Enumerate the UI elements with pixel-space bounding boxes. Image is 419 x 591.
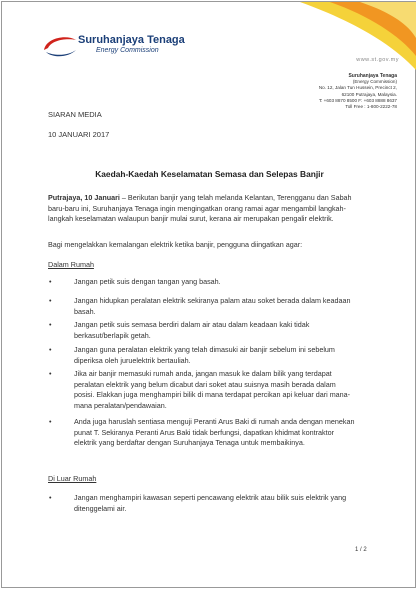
brand-name: Suruhanjaya Tenaga — [78, 34, 185, 46]
bullet-line: posisi. Elakkan juga menghampiri bilik di mana terdapat percikan api keluar dari mana- — [74, 390, 351, 400]
intro-line-text: – Berikutan banjir yang telah melanda Kelantan, Terengganu dan Sabah — [119, 193, 352, 202]
bullet-text — [74, 417, 374, 449]
intro-line-2: baru-baru ini, Suruhanjaya Tenaga ingin mengingatkan orang ramai agar mengambil langkah- — [48, 203, 346, 213]
bullet-text — [74, 369, 374, 411]
address-line: T: +603 8870 8500 F: +603 8888 8637 — [318, 97, 397, 103]
bullet-icon: • — [49, 369, 52, 378]
section-heading-outdoor: Di Luar Rumah — [48, 474, 97, 483]
address-block — [319, 73, 397, 110]
bullet-text — [74, 493, 374, 514]
bullet-line: berkasut/berlapik getah. — [74, 330, 151, 340]
bullet-line: elektrik yang berdaftar dengan Suruhanjaya Tenaga untuk membaikinya. — [74, 438, 305, 448]
website-url: www.st.gov.my — [356, 57, 399, 63]
document-title: Kaedah-Kaedah Keselamatan Semasa dan Selepas Banjir — [95, 169, 324, 179]
bullet-line: Jika air banjir memasuki rumah anda, jangan masuk ke dalam bilik yang terdapat — [74, 369, 332, 378]
bullet-line: diperiksa oleh juruelektrik bertauliah. — [74, 355, 191, 365]
bullet-line: ditenggelami air. — [74, 503, 127, 513]
bullet-icon: • — [49, 417, 52, 426]
address-line: No. 12, Jalan Tun Hussein, Precinct 2, — [318, 85, 397, 91]
bullet-line: Jangan guna peralatan elektrik yang telah dimasuki air banjir sebelum ini sebelum — [74, 345, 335, 354]
bullet-line: Jangan petik suis semasa berdiri dalam air atau dalam keadaan kaki tidak — [74, 320, 310, 329]
address-line: 62100 Putrajaya, Malaysia. — [341, 91, 397, 97]
document-date: 10 JANUARI 2017 — [48, 130, 110, 139]
document-label: SIARAN MEDIA — [48, 110, 102, 119]
bullet-text — [74, 345, 374, 366]
page-number: 1 / 2 — [355, 547, 367, 553]
intro-line-1 — [48, 193, 374, 204]
address-line: (Energy Commission) — [352, 79, 397, 85]
brand-subtitle: Energy Commission — [96, 47, 159, 54]
bullet-line: Anda juga haruslah sentiasa menguji Peranti Arus Baki di rumah anda dengan menekan — [74, 417, 355, 426]
energy-commission-logo — [40, 32, 200, 66]
bullet-icon: • — [49, 493, 52, 502]
bullet-icon: • — [49, 320, 52, 329]
bullet-icon: • — [49, 345, 52, 354]
bullet-text — [74, 320, 374, 341]
logo-swirl-icon — [40, 32, 80, 62]
bullet-icon: • — [49, 277, 52, 286]
section-heading-indoor: Dalam Rumah — [48, 260, 94, 269]
bullet-line: Jangan petik suis dengan tangan yang basah. — [74, 277, 221, 286]
lead-in-text: Bagi mengelakkan kemalangan elektrik ketika banjir, pengguna diingatkan agar: — [48, 240, 303, 249]
bullet-line: Jangan menghampiri kawasan seperti pencawang elektrik atau bilik suis elektrik yang — [74, 493, 347, 502]
bullet-text — [74, 277, 374, 288]
bullet-line: punat T. Sekiranya Peranti Arus Baki tidak berfungsi, dapatkan khidmat kontraktor — [74, 427, 334, 437]
intro-line-3: langkah keselamatan walaupun banjir mulai surut, kerana air merupakan pengalir elektrik. — [48, 214, 334, 224]
bullet-line: peralatan elektrik yang belum dicabut dari soket atau suisnya masih berada dalam — [74, 379, 336, 389]
bullet-line: mana peralatan/pendawaian. — [74, 400, 167, 410]
bullet-icon: • — [49, 296, 52, 305]
bullet-text — [74, 296, 374, 317]
address-line: Toll Free : 1-800-2222-78 — [345, 104, 397, 110]
intro-lead: Putrajaya, 10 Januari — [48, 193, 120, 202]
bullet-line: basah. — [74, 306, 96, 316]
intro-paragraph — [48, 193, 374, 225]
address-line: Suruhanjaya Tenaga — [348, 73, 397, 79]
bullet-line: Jangan hidupkan peralatan elektrik sekiranya palam atau soket berada dalam keadaan — [74, 296, 351, 305]
